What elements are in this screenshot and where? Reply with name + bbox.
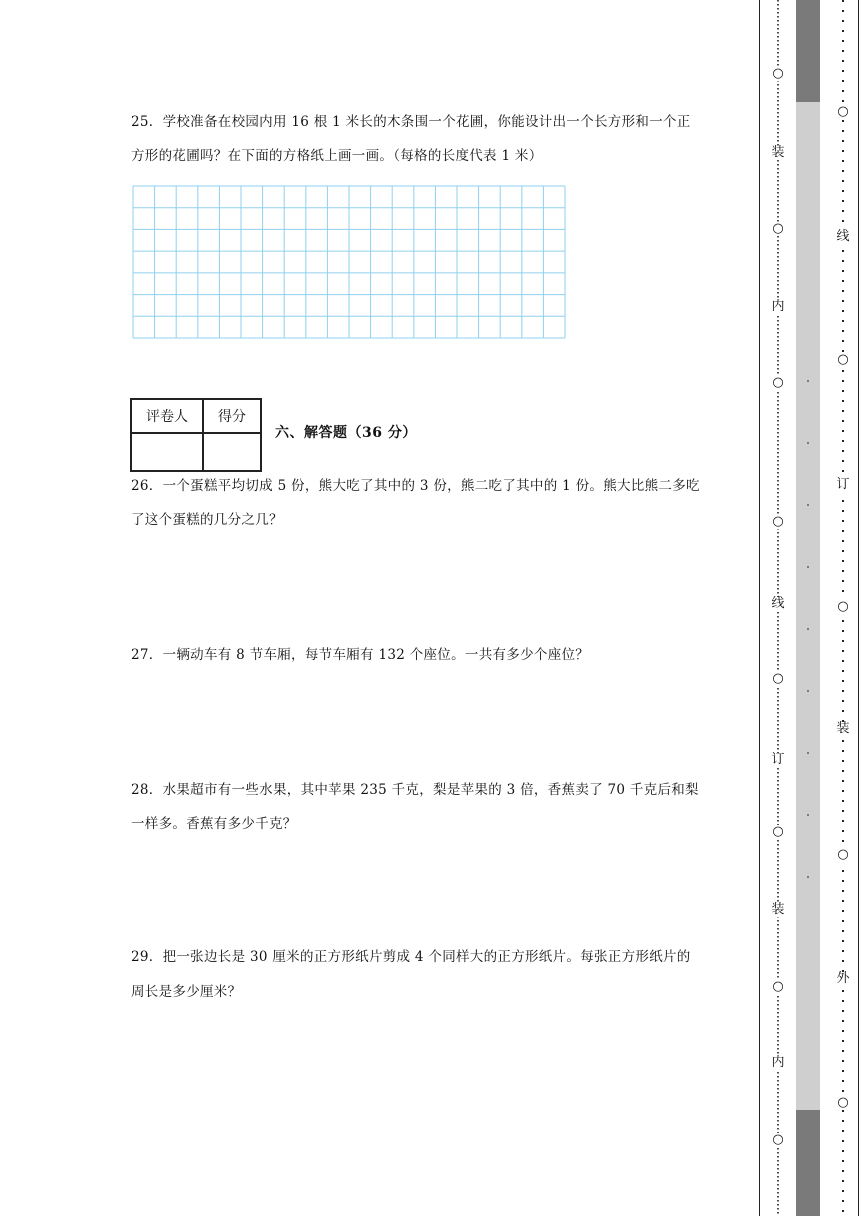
question-25-line-2: 方形的花圃吗？在下面的方格纸上画一画。（每格的长度代表 1 米） [131,148,543,164]
square-grid-paper[interactable] [132,185,566,339]
binding-circle-mark: ○ [772,1132,784,1147]
binding-circle-mark: ○ [837,104,849,119]
question-26-line-1: 26．一个蛋糕平均切成 5 份，熊大吃了其中的 3 份，熊二吃了其中的 1 份。熊大比熊二多吃 [131,478,700,494]
binding-label: 外 [836,971,850,986]
binding-label: 内 [771,299,785,314]
score-cell[interactable] [203,433,261,471]
question-26-line-2: 了这个蛋糕的几分之几？ [131,512,283,528]
binding-label: 订 [771,752,785,767]
binding-label: 装 [771,902,785,917]
binding-circle-mark: ○ [772,824,784,839]
middle-dashes [800,0,816,1216]
binding-circle-mark: ○ [772,66,784,81]
question-27-line-1: 27．一辆动车有 8 节车厢，每节车厢有 132 个座位。一共有多少个座位？ [131,647,590,663]
reviewer-cell[interactable] [131,433,203,471]
binding-label: 订 [836,477,850,492]
question-29-line-2: 周长是多少厘米？ [131,984,242,1000]
reviewer-header: 评卷人 [131,399,203,433]
score-header: 得分 [203,399,261,433]
binding-circle-mark: ○ [772,375,784,390]
binding-circle-mark: ○ [837,599,849,614]
question-25-line-1: 25．学校准备在校园内用 16 根 1 米长的木条围一个花圃，你能设计出一个长方形和一个正 [131,114,691,130]
binding-circle-mark: ○ [837,1095,849,1110]
binding-label: 线 [771,596,785,611]
binding-circle-mark: ○ [772,979,784,994]
binding-circle-mark: ○ [772,514,784,529]
binding-label: 装 [836,721,850,736]
binding-label: 装 [771,145,785,160]
binding-label: 线 [836,229,850,244]
question-28-line-2: 一样多。香蕉有多少千克？ [131,816,297,832]
binding-circle-mark: ○ [837,352,849,367]
question-28-line-1: 28．水果超市有一些水果，其中苹果 235 千克，梨是苹果的 3 倍，香蕉卖了 70 千克后和梨 [131,782,699,798]
binding-circle-mark: ○ [772,671,784,686]
question-29-line-1: 29．把一张边长是 30 厘米的正方形纸片剪成 4 个同样大的正方形纸片。每张正方形纸片的 [131,949,691,965]
binding-circle-mark: ○ [837,847,849,862]
score-table [130,398,262,472]
binding-label: 内 [771,1055,785,1070]
section-title: 六、解答题（36 分） [275,425,417,441]
binding-circle-mark: ○ [772,221,784,236]
